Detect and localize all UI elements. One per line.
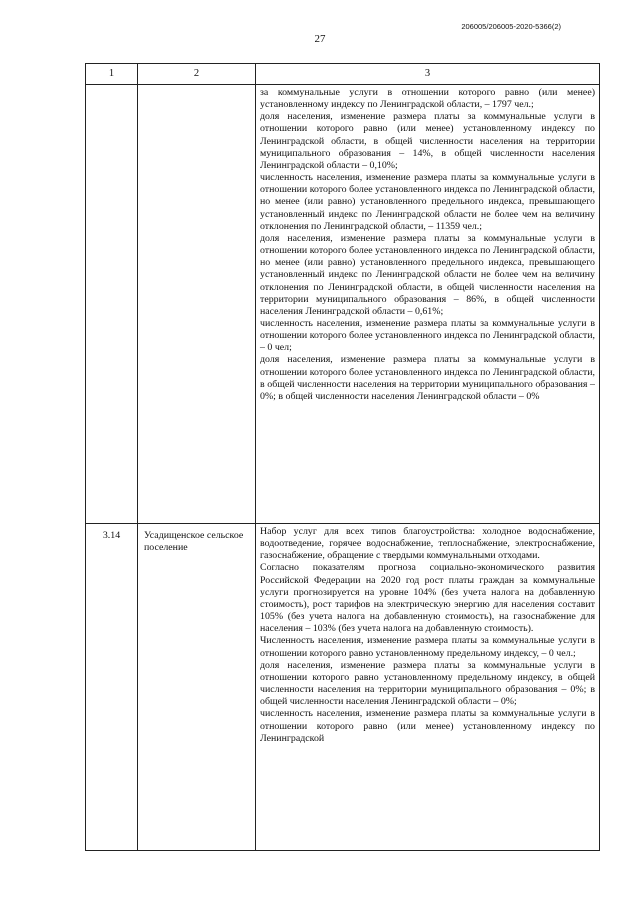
- paragraph: доля населения, изменение размера платы за коммунальные услуги в отношении которого равно (или менее) установленному индексу по Ленинградской области, в общей численности населения на территории муниципального образования – 14%, в общей численности населения Ленинградской области – 0,10%;: [260, 111, 595, 171]
- paragraph: Набор услуг для всех типов благоустройства: холодное водоснабжение, водоотведение, горячее водоснабжение, теплоснабжение, электроснабжение, газоснабжение, обращение с твердыми коммунальными отходами.: [260, 526, 595, 562]
- paragraph: Согласно показателям прогноза социально-экономического развития Российской Федерации на 2020 год рост платы граждан за коммунальные услуги прогнозируется на уровне 104% (без учета налога на добавленную стоимость), рост тарифов на электрическую энергию для населения составит 105% (без учета налога на добавленную стоимость), на газоснабжение для населения – 103% (без учета налога на добавленную стоимость).: [260, 562, 595, 635]
- paragraph: за коммунальные услуги в отношении которого равно (или менее) установленному индексу по Ленинградской области, – 1797 чел.;: [260, 87, 595, 111]
- paragraph: численность населения, изменение размера платы за коммунальные услуги в отношении которого более установленного индекса по Ленинградской области, но менее (или равно) установленного предельного индекса, превышающего установленный индекс по Ленинградской области не более чем на величину отклонения по Ленинградской области, – 11359 чел.;: [260, 172, 595, 232]
- settlement-name: [138, 85, 256, 524]
- paragraph: доля населения, изменение размера платы за коммунальные услуги в отношении которого более установленного индекса по Ленинградской области, в общей численности населения на территории муниципального образования – 0%; в общей численности населения Ленинградской области – 0%: [260, 354, 595, 402]
- paragraph: Численность населения, изменение размера платы за коммунальные услуги в отношении которого равно установленному предельному индексу, – 0 чел.;: [260, 635, 595, 659]
- row-number: 3.14: [86, 524, 138, 851]
- column-header: 2: [138, 64, 256, 85]
- paragraph: численность населения, изменение размера платы за коммунальные услуги в отношении которого равно (или менее) установленному индексу по Ленинградской: [260, 708, 595, 744]
- document-id: 206005/206005-2020-5366(2): [461, 22, 561, 31]
- paragraph: численность населения, изменение размера платы за коммунальные услуги в отношении которого более установленного индекса по Ленинградской области, – 0 чел;: [260, 317, 595, 354]
- table-row: [86, 524, 600, 851]
- paragraph: доля населения, изменение размера платы за коммунальные услуги в отношении которого равно установленному предельному индексу, в общей численности населения на территории муниципального образования – 0%; в общей численности населения Ленинградской области – 0%;: [260, 659, 595, 708]
- paragraph: доля населения, изменение размера платы за коммунальные услуги в отношении которого более установленного индекса по Ленинградской области, но менее (или равно) установленного предельного индекса, превышающего установленный индекс по Ленинградской области не более чем на величину отклонения по Ленинградской области, в общей численности населения на территории муниципального образования – 86%, в общей численности населения Ленинградской области – 0,61%;: [260, 232, 595, 317]
- column-header: 1: [86, 64, 138, 85]
- page-number: 27: [314, 33, 326, 45]
- table-header-row: [86, 64, 600, 85]
- table-row: [86, 85, 600, 524]
- description-cell: [256, 85, 600, 524]
- document-table: [85, 63, 600, 851]
- row-number: [86, 85, 138, 524]
- settlement-name: Усадищенское сельское поселение: [138, 524, 256, 851]
- description-cell: [256, 524, 600, 851]
- column-header: 3: [256, 64, 600, 85]
